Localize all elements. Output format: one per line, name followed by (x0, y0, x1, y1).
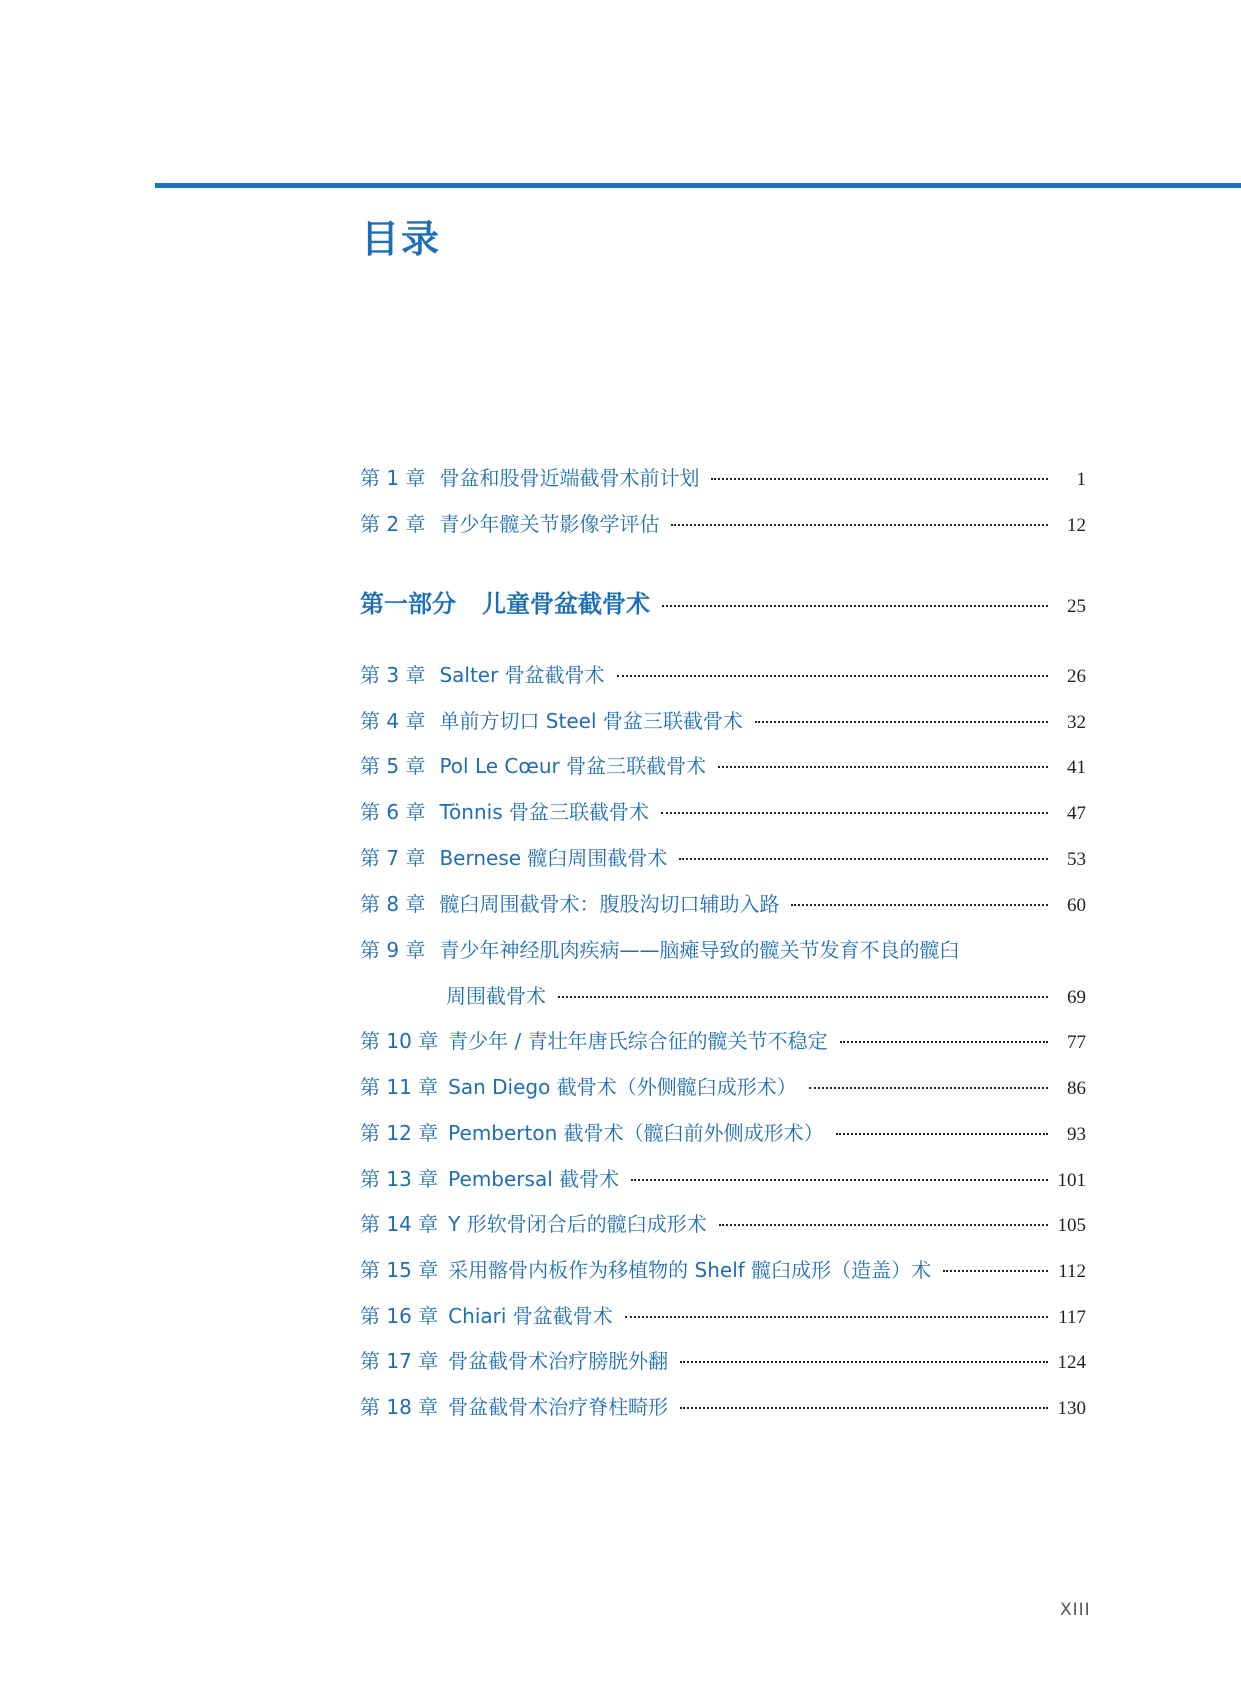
dot-leader (809, 1087, 1048, 1089)
dot-leader (711, 478, 1048, 480)
dot-leader (617, 675, 1048, 677)
toc-entry[interactable] (360, 1391, 1086, 1421)
toc-entry[interactable] (360, 462, 1086, 492)
toc-entry[interactable] (360, 508, 1086, 538)
page-number: 26 (1067, 666, 1086, 687)
chapter-title: 骨盆截骨术治疗膀胱外翻 (448, 1349, 669, 1373)
chapter-title-continued: 周围截骨术 (446, 984, 546, 1008)
toc-entry[interactable] (360, 1345, 1086, 1375)
page-number: 112 (1058, 1261, 1086, 1282)
chapter-title: Salter 骨盆截骨术 (439, 663, 605, 687)
page-folio: XIII (1060, 1600, 1091, 1620)
chapter-number: 第 17 章 (360, 1349, 439, 1373)
dot-leader (680, 1361, 1048, 1363)
chapter-title: 单前方切口 Steel 骨盆三联截骨术 (439, 709, 743, 733)
chapter-number: 第 8 章 (360, 892, 426, 916)
toc-entry[interactable] (360, 842, 1086, 872)
chapter-title: Y 形软骨闭合后的髋臼成形术 (448, 1212, 707, 1236)
chapter-title: San Diego 截骨术（外侧髋臼成形术） (448, 1075, 797, 1099)
toc-part-entry[interactable] (360, 584, 1086, 618)
toc-entry[interactable] (360, 1117, 1086, 1147)
chapter-number: 第 16 章 (360, 1304, 439, 1328)
chapter-title: Pembersal 截骨术 (448, 1167, 620, 1191)
chapter-number: 第 15 章 (360, 1258, 439, 1282)
toc-entry[interactable] (360, 1071, 1086, 1101)
dot-leader (625, 1316, 1048, 1318)
chapter-title: 髋臼周围截骨术：腹股沟切口辅助入路 (439, 892, 780, 916)
page-number: 117 (1058, 1307, 1086, 1328)
dot-leader (661, 812, 1048, 814)
chapter-number: 第 18 章 (360, 1395, 439, 1419)
chapter-title: Bernese 髋臼周围截骨术 (439, 846, 668, 870)
page-number: 124 (1057, 1352, 1086, 1373)
page-number: 53 (1067, 849, 1086, 870)
dot-leader (680, 1407, 1048, 1409)
dot-leader (631, 1179, 1048, 1181)
chapter-number: 第 10 章 (360, 1029, 439, 1053)
dot-leader (943, 1270, 1048, 1272)
header-rule (155, 183, 1241, 188)
page-number: 105 (1057, 1215, 1086, 1236)
dot-leader (836, 1133, 1048, 1135)
chapter-title: 青少年神经肌肉疾病——脑瘫导致的髋关节发育不良的髋臼 (439, 938, 960, 962)
page-title: 目录 (361, 217, 442, 261)
chapter-number: 第 5 章 (360, 754, 426, 778)
page-number: 12 (1067, 515, 1086, 536)
chapter-number: 第 6 章 (360, 800, 426, 824)
chapter-number: 第 7 章 (360, 846, 426, 870)
chapter-title: 采用髂骨内板作为移植物的 Shelf 髋臼成形（造盖）术 (448, 1258, 932, 1282)
toc-entry[interactable] (360, 796, 1086, 826)
dot-leader (662, 605, 1048, 607)
page-number: 41 (1067, 757, 1086, 778)
toc-entry[interactable] (360, 705, 1086, 735)
page-number: 60 (1067, 895, 1086, 916)
chapter-title: 骨盆和股骨近端截骨术前计划 (439, 466, 700, 490)
chapter-title: 骨盆截骨术治疗脊柱畸形 (448, 1395, 669, 1419)
toc-entry[interactable] (360, 1208, 1086, 1238)
page-number: 25 (1067, 596, 1086, 617)
chapter-number: 第 13 章 (360, 1167, 439, 1191)
toc-entry-continuation[interactable] (446, 980, 1086, 1010)
toc-entry[interactable] (360, 888, 1086, 918)
chapter-title: Tönnis 骨盆三联截骨术 (439, 800, 649, 824)
page-number: 86 (1067, 1078, 1086, 1099)
dot-leader (719, 1224, 1048, 1226)
part-title: 儿童骨盆截骨术 (482, 590, 650, 618)
toc-entry[interactable] (360, 1163, 1086, 1193)
toc-entry[interactable] (360, 934, 1086, 964)
page-number: 69 (1067, 987, 1086, 1008)
chapter-number: 第 9 章 (360, 938, 426, 962)
toc-entry[interactable] (360, 750, 1086, 780)
chapter-number: 第 1 章 (360, 466, 426, 490)
dot-leader (718, 766, 1048, 768)
toc-entry[interactable] (360, 1254, 1086, 1284)
dot-leader (755, 721, 1048, 723)
chapter-number: 第 4 章 (360, 709, 426, 733)
page-number: 1 (1076, 469, 1086, 490)
chapter-title: 青少年 / 青壮年唐氏综合征的髋关节不稳定 (448, 1029, 828, 1053)
page-number: 130 (1057, 1398, 1086, 1419)
page-number: 32 (1067, 712, 1086, 733)
toc-entry[interactable] (360, 659, 1086, 689)
toc-entry[interactable] (360, 1300, 1086, 1330)
chapter-number: 第 14 章 (360, 1212, 439, 1236)
page-number: 101 (1057, 1170, 1086, 1191)
chapter-title: Chiari 骨盆截骨术 (448, 1304, 613, 1328)
dot-leader (840, 1041, 1048, 1043)
page-number: 77 (1067, 1032, 1086, 1053)
chapter-number: 第 3 章 (360, 663, 426, 687)
dot-leader (791, 904, 1048, 906)
chapter-title: Pol Le Cœur 骨盆三联截骨术 (439, 754, 707, 778)
dot-leader (671, 524, 1048, 526)
chapter-number: 第 11 章 (360, 1075, 439, 1099)
toc-entry[interactable] (360, 1025, 1086, 1055)
chapter-title: 青少年髋关节影像学评估 (439, 512, 660, 536)
chapter-number: 第 12 章 (360, 1121, 439, 1145)
dot-leader (558, 996, 1048, 998)
page-number: 93 (1067, 1124, 1086, 1145)
dot-leader (679, 858, 1048, 860)
chapter-number: 第 2 章 (360, 512, 426, 536)
part-number: 第一部分 (360, 590, 456, 618)
chapter-title: Pemberton 截骨术（髋臼前外侧成形术） (448, 1121, 824, 1145)
page-number: 47 (1067, 803, 1086, 824)
